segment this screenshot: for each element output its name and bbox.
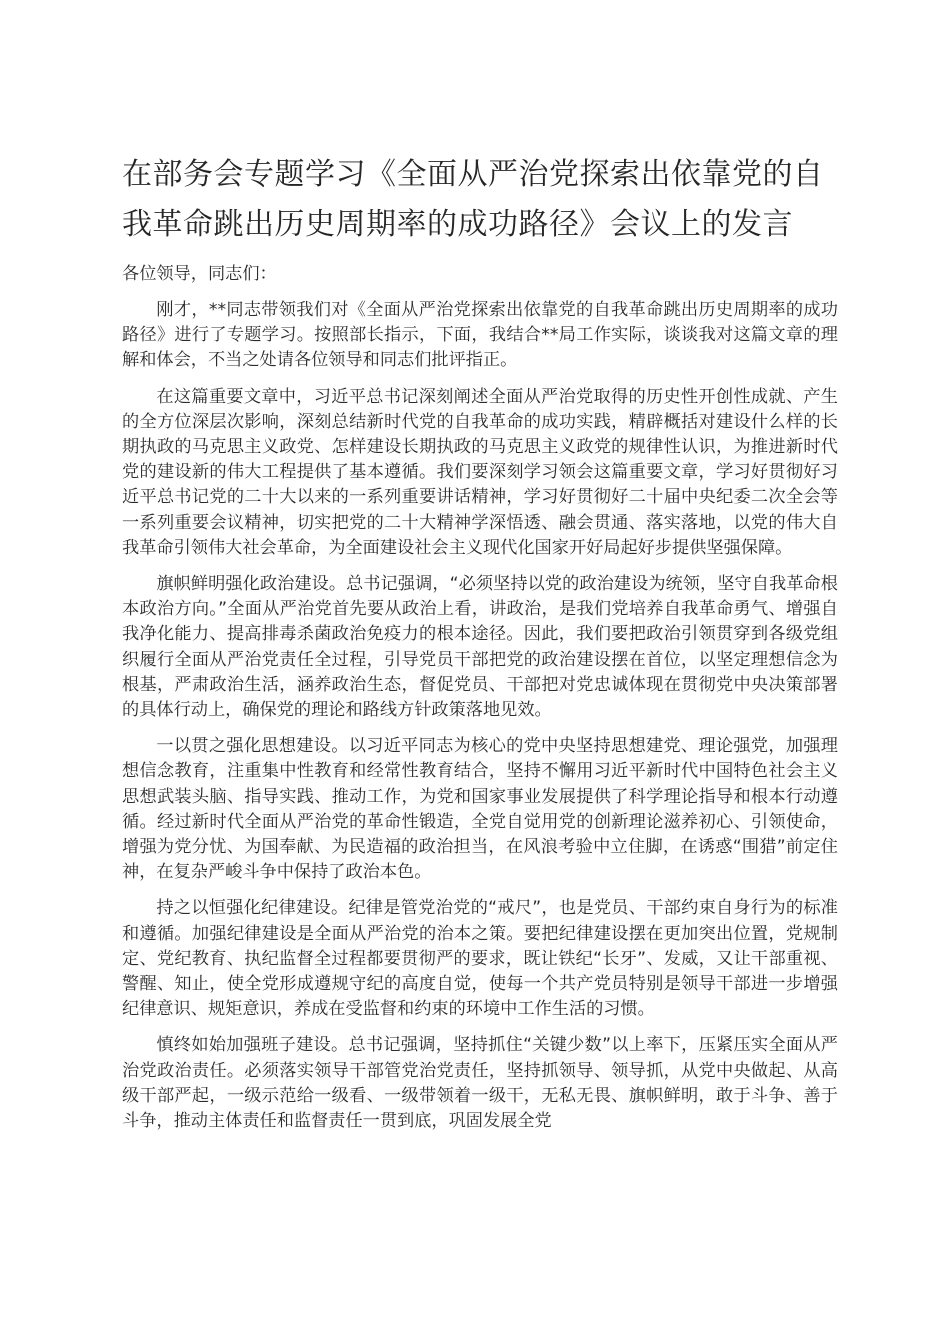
- paragraph-ideological-building: 一以贯之强化思想建设。以习近平同志为核心的党中央坚持思想建党、理论强党，加强理想信念教育，注重集中性教育和经常性教育结合，坚持不懈用习近平新时代中国特色社会主义思想武装头脑、指导实践、推动工作，为党和国家事业发展提供了科学理论指导和根本行动遵循。经过新时代全面从严治党的革命性锻造，全党自觉用党的创新理论滋养初心、引领使命，增强为党分忧、为国奉献、为民造福的政治担当，在风浪考验中立住脚，在诱惑“围猎”前定住神，在复杂严峻斗争中保持了政治本色。: [122, 736, 838, 883]
- page-title: 在部务会专题学习《全面从严治党探索出依靠党的自我革命跳出历史周期率的成功路径》会议上的发言: [122, 157, 824, 242]
- greeting: 各位领导，同志们：: [122, 264, 277, 284]
- paragraph-political-building: 旗帜鲜明强化政治建设。总书记强调，“必须坚持以党的政治建设为统领，坚守自我革命根本政治方向。”全面从严治党首先要从政治上看，讲政治，是我们党培养自我革命勇气、增强自我净化能力、提高排毒杀菌政治免疫力的根本途径。因此，我们要把政治引领贯穿到各级党组织履行全面从严治党责任全过程，引导党员干部把党的政治建设摆在首位，以坚定理想信念为根基，严肃政治生活，涵养政治生态，督促党员、干部把对党忠诚体现在贯彻党中央决策部署的具体行动上，确保党的理论和路线方针政策落地见效。: [122, 574, 838, 721]
- paragraph-intro: 刚才，**同志带领我们对《全面从严治党探索出依靠党的自我革命跳出历史周期率的成功路径》进行了专题学习。按照部长指示，下面，我结合**局工作实际，谈谈我对这篇文章的理解和体会，不当之处请各位领导和同志们批评指正。: [122, 300, 838, 371]
- paragraph-discipline-building: 持之以恒强化纪律建设。纪律是管党治党的“戒尺”，也是党员、干部约束自身行为的标准和遵循。加强纪律建设是全面从严治党的治本之策。要把纪律建设摆在更加突出位置，党规制定、党纪教育、执纪监督全过程都要贯彻严的要求，既让铁纪“长牙”、发威，又让干部重视、警醒、知止，使全党形成遵规守纪的高度自觉，使每一个共产党员特别是领导干部进一步增强纪律意识、规矩意识，养成在受监督和约束的环境中工作生活的习惯。: [122, 898, 838, 1020]
- paragraph-overview: 在这篇重要文章中，习近平总书记深刻阐述全面从严治党取得的历史性开创性成就、产生的全方位深层次影响，深刻总结新时代党的自我革命的成功实践，精辟概括对建设什么样的长期执政的马克思主义政党、怎样建设长期执政的马克思主义政党的规律性认识，为推进新时代党的建设新的伟大工程提供了基本遵循。我们要深刻学习领会这篇重要文章，学习好贯彻好习近平总书记党的二十大以来的一系列重要讲话精神，学习好贯彻好二十届中央纪委二次全会等一系列重要会议精神，切实把党的二十大精神学深悟透、融会贯通、落实落地，以党的伟大自我革命引领伟大社会革命，为全面建设社会主义现代化国家开好局起好步提供坚强保障。: [122, 386, 838, 558]
- document-page: [122, 150, 838, 1134]
- paragraph-leadership-building: 慎终如始加强班子建设。总书记强调，坚持抓住“关键少数”以上率下，压紧压实全面从严治党政治责任。必须落实领导干部管党治党责任，坚持抓领导、领导抓，从党中央做起、从高级干部严起，一级示范给一级看、一级带领着一级干，无私无畏、旗帜鲜明，敢于斗争、善于斗争，推动主体责任和监督责任一贯到底，巩固发展全党: [122, 1035, 838, 1132]
